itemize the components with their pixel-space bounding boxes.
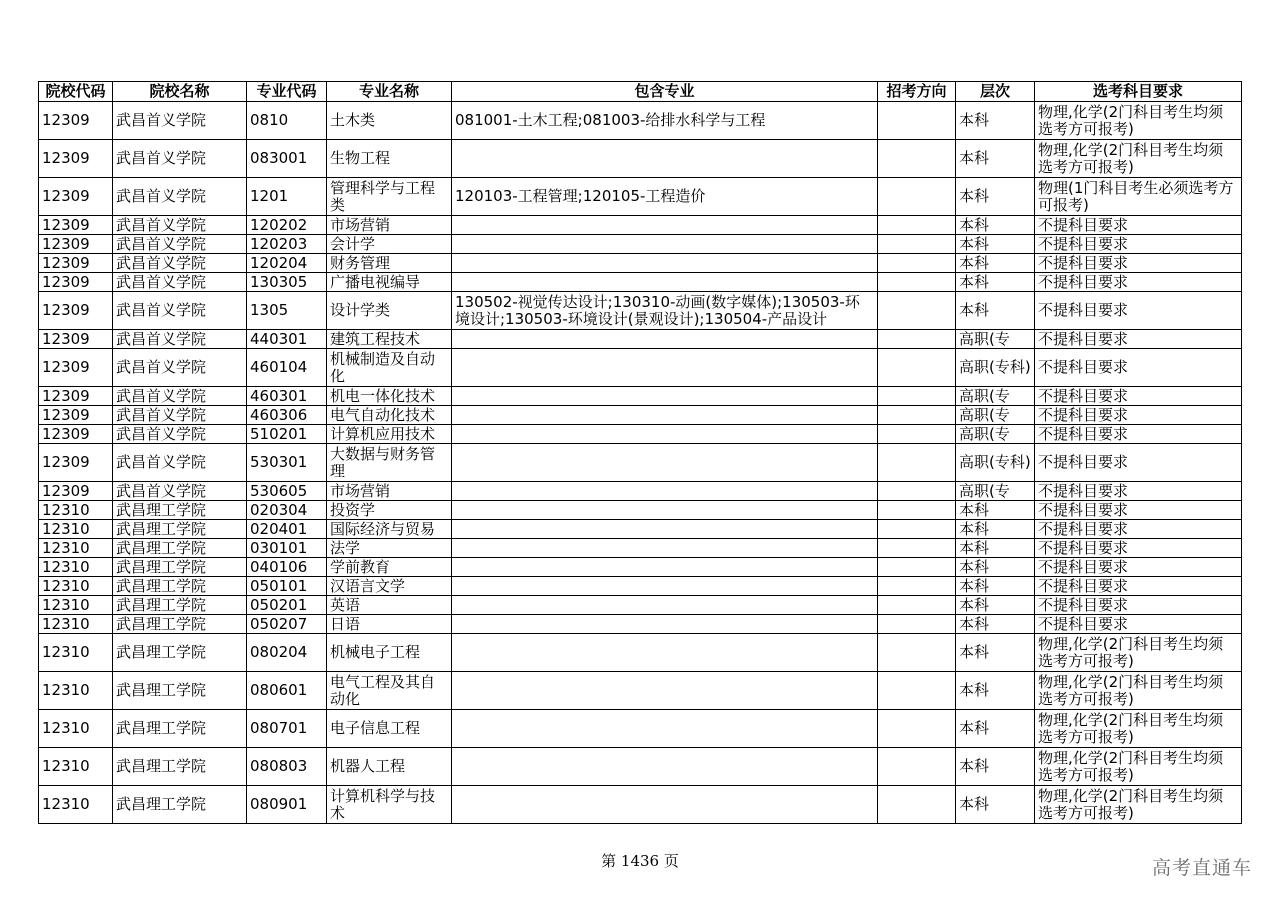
cell-major-code: 080204 [247, 634, 327, 672]
cell-included-majors [452, 235, 878, 254]
cell-major-code: 510201 [247, 425, 327, 444]
cell-direction [878, 501, 956, 520]
cell-level: 本科 [956, 292, 1035, 330]
cell-major-code: 130305 [247, 273, 327, 292]
cell-subject-requirement: 不提科目要求 [1035, 577, 1242, 596]
cell-included-majors: 081001-土木工程;081003-给排水科学与工程 [452, 102, 878, 140]
cell-level: 本科 [956, 748, 1035, 786]
cell-major-name: 日语 [327, 615, 452, 634]
cell-major-code: 120204 [247, 254, 327, 273]
cell-school-name: 武昌理工学院 [113, 710, 247, 748]
table-row [39, 425, 1242, 444]
cell-level: 高职(专科) [956, 349, 1035, 387]
cell-school-name: 武昌首义学院 [113, 254, 247, 273]
cell-subject-requirement: 物理,化学(2门科目考生均须选考方可报考) [1035, 786, 1242, 824]
cell-school-name: 武昌理工学院 [113, 539, 247, 558]
cell-direction [878, 710, 956, 748]
cell-direction [878, 273, 956, 292]
cell-included-majors [452, 634, 878, 672]
table-row [39, 786, 1242, 824]
cell-level: 本科 [956, 273, 1035, 292]
cell-school-code: 12309 [39, 216, 113, 235]
cell-major-code: 120203 [247, 235, 327, 254]
cell-direction [878, 577, 956, 596]
cell-major-name: 市场营销 [327, 482, 452, 501]
cell-school-name: 武昌首义学院 [113, 482, 247, 501]
cell-major-name: 管理科学与工程类 [327, 178, 452, 216]
cell-major-name: 建筑工程技术 [327, 330, 452, 349]
cell-school-code: 12309 [39, 387, 113, 406]
cell-direction [878, 748, 956, 786]
table-row [39, 577, 1242, 596]
cell-subject-requirement: 不提科目要求 [1035, 273, 1242, 292]
table-row [39, 235, 1242, 254]
cell-school-code: 12309 [39, 102, 113, 140]
cell-level: 本科 [956, 102, 1035, 140]
cell-major-name: 市场营销 [327, 216, 452, 235]
cell-major-code: 080803 [247, 748, 327, 786]
cell-major-code: 083001 [247, 140, 327, 178]
cell-subject-requirement: 物理,化学(2门科目考生均须选考方可报考) [1035, 672, 1242, 710]
cell-school-name: 武昌首义学院 [113, 273, 247, 292]
table-row [39, 634, 1242, 672]
cell-school-code: 12310 [39, 748, 113, 786]
cell-included-majors [452, 140, 878, 178]
cell-major-code: 050201 [247, 596, 327, 615]
cell-subject-requirement: 不提科目要求 [1035, 596, 1242, 615]
cell-direction [878, 216, 956, 235]
table-row [39, 178, 1242, 216]
cell-school-name: 武昌首义学院 [113, 178, 247, 216]
cell-included-majors [452, 406, 878, 425]
cell-major-code: 080901 [247, 786, 327, 824]
cell-school-code: 12310 [39, 577, 113, 596]
cell-subject-requirement: 不提科目要求 [1035, 539, 1242, 558]
cell-subject-requirement: 不提科目要求 [1035, 254, 1242, 273]
cell-school-code: 12310 [39, 520, 113, 539]
cell-level: 本科 [956, 672, 1035, 710]
table-row [39, 539, 1242, 558]
cell-school-name: 武昌理工学院 [113, 672, 247, 710]
cell-level: 本科 [956, 140, 1035, 178]
cell-subject-requirement: 不提科目要求 [1035, 615, 1242, 634]
cell-major-code: 080601 [247, 672, 327, 710]
table-row [39, 482, 1242, 501]
cell-school-name: 武昌首义学院 [113, 444, 247, 482]
cell-subject-requirement: 不提科目要求 [1035, 425, 1242, 444]
cell-included-majors [452, 273, 878, 292]
cell-school-code: 12309 [39, 330, 113, 349]
header-major-name: 专业名称 [327, 82, 452, 102]
cell-school-code: 12310 [39, 672, 113, 710]
cell-level: 高职(专 [956, 425, 1035, 444]
table-row [39, 520, 1242, 539]
cell-direction [878, 615, 956, 634]
header-level: 层次 [956, 82, 1035, 102]
cell-level: 本科 [956, 710, 1035, 748]
cell-school-name: 武昌理工学院 [113, 596, 247, 615]
cell-school-code: 12309 [39, 178, 113, 216]
cell-major-name: 财务管理 [327, 254, 452, 273]
table-row [39, 140, 1242, 178]
cell-major-code: 440301 [247, 330, 327, 349]
cell-level: 高职(专 [956, 482, 1035, 501]
cell-major-name: 会计学 [327, 235, 452, 254]
table-body [39, 102, 1242, 824]
cell-direction [878, 178, 956, 216]
cell-subject-requirement: 物理(1门科目考生必须选考方可报考) [1035, 178, 1242, 216]
admission-table [38, 81, 1242, 824]
cell-school-name: 武昌首义学院 [113, 216, 247, 235]
cell-school-name: 武昌理工学院 [113, 558, 247, 577]
cell-school-name: 武昌理工学院 [113, 501, 247, 520]
cell-major-code: 020401 [247, 520, 327, 539]
cell-subject-requirement: 不提科目要求 [1035, 216, 1242, 235]
cell-subject-requirement: 不提科目要求 [1035, 482, 1242, 501]
cell-direction [878, 406, 956, 425]
table-row [39, 254, 1242, 273]
cell-direction [878, 539, 956, 558]
cell-major-name: 机电一体化技术 [327, 387, 452, 406]
cell-school-code: 12310 [39, 634, 113, 672]
cell-school-name: 武昌理工学院 [113, 634, 247, 672]
cell-school-code: 12309 [39, 254, 113, 273]
cell-major-name: 机器人工程 [327, 748, 452, 786]
cell-major-name: 投资学 [327, 501, 452, 520]
cell-subject-requirement: 物理,化学(2门科目考生均须选考方可报考) [1035, 634, 1242, 672]
header-included-majors: 包含专业 [452, 82, 878, 102]
cell-level: 本科 [956, 216, 1035, 235]
cell-included-majors [452, 577, 878, 596]
cell-school-name: 武昌首义学院 [113, 406, 247, 425]
table-row [39, 273, 1242, 292]
table-row [39, 501, 1242, 520]
cell-major-code: 050101 [247, 577, 327, 596]
cell-major-name: 机械制造及自动化 [327, 349, 452, 387]
cell-subject-requirement: 物理,化学(2门科目考生均须选考方可报考) [1035, 102, 1242, 140]
cell-school-code: 12309 [39, 292, 113, 330]
cell-major-name: 大数据与财务管理 [327, 444, 452, 482]
cell-included-majors [452, 672, 878, 710]
cell-level: 高职(专 [956, 387, 1035, 406]
cell-direction [878, 558, 956, 577]
cell-direction [878, 786, 956, 824]
cell-included-majors [452, 444, 878, 482]
cell-direction [878, 425, 956, 444]
cell-included-majors [452, 539, 878, 558]
cell-subject-requirement: 不提科目要求 [1035, 558, 1242, 577]
cell-level: 本科 [956, 235, 1035, 254]
cell-school-name: 武昌理工学院 [113, 520, 247, 539]
table-row [39, 672, 1242, 710]
cell-subject-requirement: 物理,化学(2门科目考生均须选考方可报考) [1035, 710, 1242, 748]
cell-school-code: 12310 [39, 596, 113, 615]
header-major-code: 专业代码 [247, 82, 327, 102]
watermark: 高考直通车 [1151, 857, 1252, 879]
cell-school-code: 12309 [39, 140, 113, 178]
cell-subject-requirement: 不提科目要求 [1035, 330, 1242, 349]
cell-major-code: 080701 [247, 710, 327, 748]
cell-subject-requirement: 物理,化学(2门科目考生均须选考方可报考) [1035, 140, 1242, 178]
cell-major-name: 电子信息工程 [327, 710, 452, 748]
cell-major-name: 机械电子工程 [327, 634, 452, 672]
cell-direction [878, 672, 956, 710]
cell-school-code: 12310 [39, 501, 113, 520]
cell-level: 本科 [956, 596, 1035, 615]
cell-included-majors [452, 349, 878, 387]
cell-direction [878, 596, 956, 615]
header-direction: 招考方向 [878, 82, 956, 102]
cell-major-code: 1201 [247, 178, 327, 216]
table-row [39, 615, 1242, 634]
cell-school-name: 武昌理工学院 [113, 577, 247, 596]
cell-direction [878, 444, 956, 482]
cell-school-code: 12309 [39, 482, 113, 501]
cell-included-majors [452, 330, 878, 349]
cell-included-majors: 130502-视觉传达设计;130310-动画(数字媒体);130503-环境设计;130503-环境设计(景观设计);130504-产品设计 [452, 292, 878, 330]
cell-level: 本科 [956, 178, 1035, 216]
cell-subject-requirement: 不提科目要求 [1035, 444, 1242, 482]
cell-school-code: 12309 [39, 273, 113, 292]
table-row [39, 349, 1242, 387]
cell-major-name: 土木类 [327, 102, 452, 140]
cell-level: 本科 [956, 539, 1035, 558]
cell-subject-requirement: 物理,化学(2门科目考生均须选考方可报考) [1035, 748, 1242, 786]
cell-major-name: 汉语言文学 [327, 577, 452, 596]
cell-direction [878, 102, 956, 140]
cell-major-code: 530605 [247, 482, 327, 501]
table-row [39, 558, 1242, 577]
cell-subject-requirement: 不提科目要求 [1035, 349, 1242, 387]
cell-school-name: 武昌理工学院 [113, 748, 247, 786]
cell-subject-requirement: 不提科目要求 [1035, 387, 1242, 406]
cell-level: 本科 [956, 558, 1035, 577]
cell-included-majors [452, 710, 878, 748]
table-row [39, 216, 1242, 235]
cell-major-name: 计算机应用技术 [327, 425, 452, 444]
cell-school-code: 12309 [39, 349, 113, 387]
cell-major-code: 030101 [247, 539, 327, 558]
cell-school-name: 武昌首义学院 [113, 330, 247, 349]
table-row [39, 102, 1242, 140]
header-row [39, 82, 1242, 102]
cell-direction [878, 235, 956, 254]
cell-major-name: 生物工程 [327, 140, 452, 178]
cell-major-code: 050207 [247, 615, 327, 634]
table-row [39, 330, 1242, 349]
cell-subject-requirement: 不提科目要求 [1035, 520, 1242, 539]
table-row [39, 444, 1242, 482]
cell-included-majors [452, 501, 878, 520]
cell-major-code: 020304 [247, 501, 327, 520]
table-row [39, 748, 1242, 786]
cell-direction [878, 292, 956, 330]
cell-school-code: 12309 [39, 425, 113, 444]
cell-school-code: 12310 [39, 786, 113, 824]
cell-major-code: 530301 [247, 444, 327, 482]
cell-included-majors [452, 748, 878, 786]
cell-school-code: 12309 [39, 235, 113, 254]
cell-school-name: 武昌首义学院 [113, 235, 247, 254]
cell-direction [878, 634, 956, 672]
header-subject-requirement: 选考科目要求 [1035, 82, 1242, 102]
cell-major-name: 计算机科学与技术 [327, 786, 452, 824]
cell-major-name: 广播电视编导 [327, 273, 452, 292]
header-school-name: 院校名称 [113, 82, 247, 102]
cell-direction [878, 349, 956, 387]
cell-level: 高职(专 [956, 406, 1035, 425]
cell-included-majors: 120103-工程管理;120105-工程造价 [452, 178, 878, 216]
cell-included-majors [452, 425, 878, 444]
cell-subject-requirement: 不提科目要求 [1035, 235, 1242, 254]
cell-level: 本科 [956, 615, 1035, 634]
cell-school-code: 12310 [39, 558, 113, 577]
cell-level: 本科 [956, 577, 1035, 596]
table-row [39, 292, 1242, 330]
cell-included-majors [452, 615, 878, 634]
cell-direction [878, 254, 956, 273]
cell-school-name: 武昌首义学院 [113, 102, 247, 140]
header-school-code: 院校代码 [39, 82, 113, 102]
cell-school-name: 武昌首义学院 [113, 425, 247, 444]
cell-major-name: 法学 [327, 539, 452, 558]
cell-subject-requirement: 不提科目要求 [1035, 501, 1242, 520]
cell-school-name: 武昌首义学院 [113, 140, 247, 178]
cell-direction [878, 482, 956, 501]
cell-level: 本科 [956, 501, 1035, 520]
cell-level: 本科 [956, 634, 1035, 672]
table-row [39, 387, 1242, 406]
cell-included-majors [452, 520, 878, 539]
cell-school-code: 12309 [39, 444, 113, 482]
cell-major-name: 英语 [327, 596, 452, 615]
cell-major-name: 国际经济与贸易 [327, 520, 452, 539]
cell-school-name: 武昌首义学院 [113, 387, 247, 406]
table-row [39, 710, 1242, 748]
cell-direction [878, 330, 956, 349]
cell-level: 本科 [956, 786, 1035, 824]
cell-school-code: 12310 [39, 710, 113, 748]
cell-included-majors [452, 254, 878, 273]
cell-subject-requirement: 不提科目要求 [1035, 292, 1242, 330]
cell-school-name: 武昌理工学院 [113, 615, 247, 634]
cell-school-name: 武昌首义学院 [113, 349, 247, 387]
cell-major-code: 460301 [247, 387, 327, 406]
cell-major-code: 460104 [247, 349, 327, 387]
cell-included-majors [452, 482, 878, 501]
cell-included-majors [452, 387, 878, 406]
cell-major-code: 0810 [247, 102, 327, 140]
cell-major-code: 1305 [247, 292, 327, 330]
cell-school-name: 武昌理工学院 [113, 786, 247, 824]
cell-school-code: 12310 [39, 539, 113, 558]
cell-school-name: 武昌首义学院 [113, 292, 247, 330]
cell-included-majors [452, 596, 878, 615]
cell-direction [878, 520, 956, 539]
cell-level: 本科 [956, 254, 1035, 273]
cell-major-code: 120202 [247, 216, 327, 235]
cell-major-name: 学前教育 [327, 558, 452, 577]
cell-level: 本科 [956, 520, 1035, 539]
page-number: 第 1436 页 [601, 852, 679, 870]
cell-level: 高职(专科) [956, 444, 1035, 482]
cell-school-code: 12309 [39, 406, 113, 425]
cell-level: 高职(专 [956, 330, 1035, 349]
cell-direction [878, 140, 956, 178]
cell-included-majors [452, 558, 878, 577]
cell-major-name: 设计学类 [327, 292, 452, 330]
cell-major-name: 电气自动化技术 [327, 406, 452, 425]
table-row [39, 406, 1242, 425]
cell-included-majors [452, 786, 878, 824]
cell-school-code: 12310 [39, 615, 113, 634]
cell-included-majors [452, 216, 878, 235]
table-row [39, 596, 1242, 615]
cell-major-code: 040106 [247, 558, 327, 577]
cell-major-code: 460306 [247, 406, 327, 425]
cell-subject-requirement: 不提科目要求 [1035, 406, 1242, 425]
cell-major-name: 电气工程及其自动化 [327, 672, 452, 710]
cell-direction [878, 387, 956, 406]
